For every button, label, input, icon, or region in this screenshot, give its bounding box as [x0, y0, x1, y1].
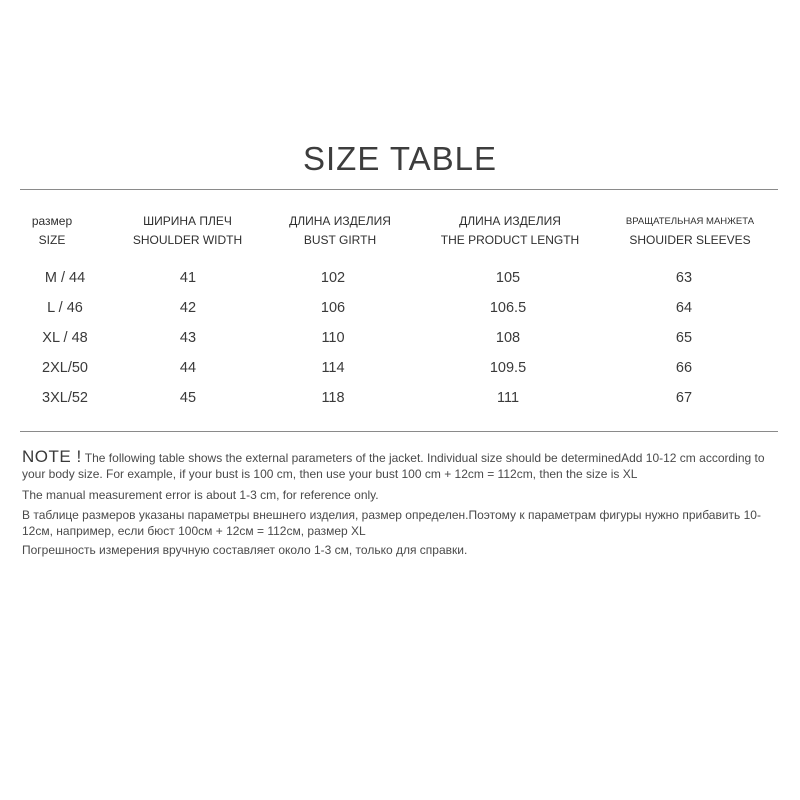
cell-bust: 110: [321, 330, 345, 346]
bottom-divider: [20, 431, 778, 432]
cell-bust: 106: [320, 300, 346, 316]
table-row: [0, 300, 800, 320]
header-shoulder-width: [110, 212, 265, 250]
cell-length: 108: [495, 330, 521, 346]
cell-length: 106.5: [489, 300, 527, 316]
page-title: SIZE TABLE: [302, 140, 497, 177]
header-shoulder-en: SHOULDER WIDTH: [132, 233, 243, 247]
cell-sleeve: 66: [675, 360, 693, 376]
cell-length: 105: [495, 270, 521, 286]
cell-length: 111: [496, 390, 520, 406]
table-row: [0, 270, 800, 290]
header-bust-girth: [250, 212, 430, 250]
cell-sleeve: 63: [675, 270, 693, 286]
cell-sleeve: 67: [675, 390, 693, 406]
cell-shoulder: 45: [179, 390, 197, 406]
header-size-en: SIZE: [38, 233, 66, 247]
note-error-ru: Погрешность измерения вручную составляет около 1-3 см, только для справки.: [22, 543, 468, 557]
cell-shoulder: 41: [179, 270, 197, 286]
note-paragraph-en: [22, 449, 782, 482]
cell-size: 2XL/50: [42, 360, 88, 376]
cell-sleeve: 64: [675, 300, 693, 316]
note-heading: NOTE !: [22, 447, 82, 466]
cell-bust: 114: [321, 360, 345, 376]
cell-shoulder: 43: [179, 330, 197, 346]
cell-sleeve: 65: [675, 330, 693, 346]
header-sleeves: [600, 212, 780, 250]
table-row: [0, 390, 800, 410]
header-size: [20, 212, 84, 250]
header-length-ru: ДЛИНА ИЗДЕЛИЯ: [459, 214, 561, 228]
note-text-en: The following table shows the external parameters of the jacket. Individual size should be determinedAdd 10-12 cm according to your body size. For example, if your bust is 100 cm, then use your bust 100 cm + 12cm = 112cm, then the size is XL: [22, 451, 765, 481]
header-sleeves-ru: ВРАЩАТЕЛЬНАЯ МАНЖЕТА: [625, 216, 755, 227]
cell-shoulder: 42: [179, 300, 197, 316]
cell-size: M / 44: [44, 270, 86, 286]
header-size-ru: размер: [31, 214, 73, 228]
note-paragraph-ru: В таблице размеров указаны параметры внешнего изделия, размер определен.Поэтому к параметрам фигуры нужно прибавить 10-12см, например, если бюст 100см + 12см = 112см, размер XL: [22, 508, 761, 538]
cell-shoulder: 44: [179, 360, 197, 376]
header-product-length: [420, 212, 600, 250]
header-bust-ru: ДЛИНА ИЗДЕЛИЯ: [289, 214, 391, 228]
header-shoulder-ru: ШИРИНА ПЛЕЧ: [143, 214, 232, 228]
header-length-en: THE PRODUCT LENGTH: [440, 233, 580, 247]
header-bust-en: BUST GIRTH: [303, 233, 377, 247]
table-row: [0, 330, 800, 350]
cell-size: XL / 48: [42, 330, 88, 346]
note-error-en: The manual measurement error is about 1-3 cm, for reference only.: [22, 488, 379, 502]
cell-size: 3XL/52: [42, 390, 88, 406]
top-divider: [20, 189, 778, 190]
table-row: [0, 360, 800, 380]
cell-bust: 118: [321, 390, 345, 406]
cell-length: 109.5: [489, 360, 527, 376]
cell-bust: 102: [320, 270, 346, 286]
cell-size: L / 46: [47, 300, 83, 316]
header-sleeves-en: SHOUIDER SLEEVES: [629, 233, 751, 247]
